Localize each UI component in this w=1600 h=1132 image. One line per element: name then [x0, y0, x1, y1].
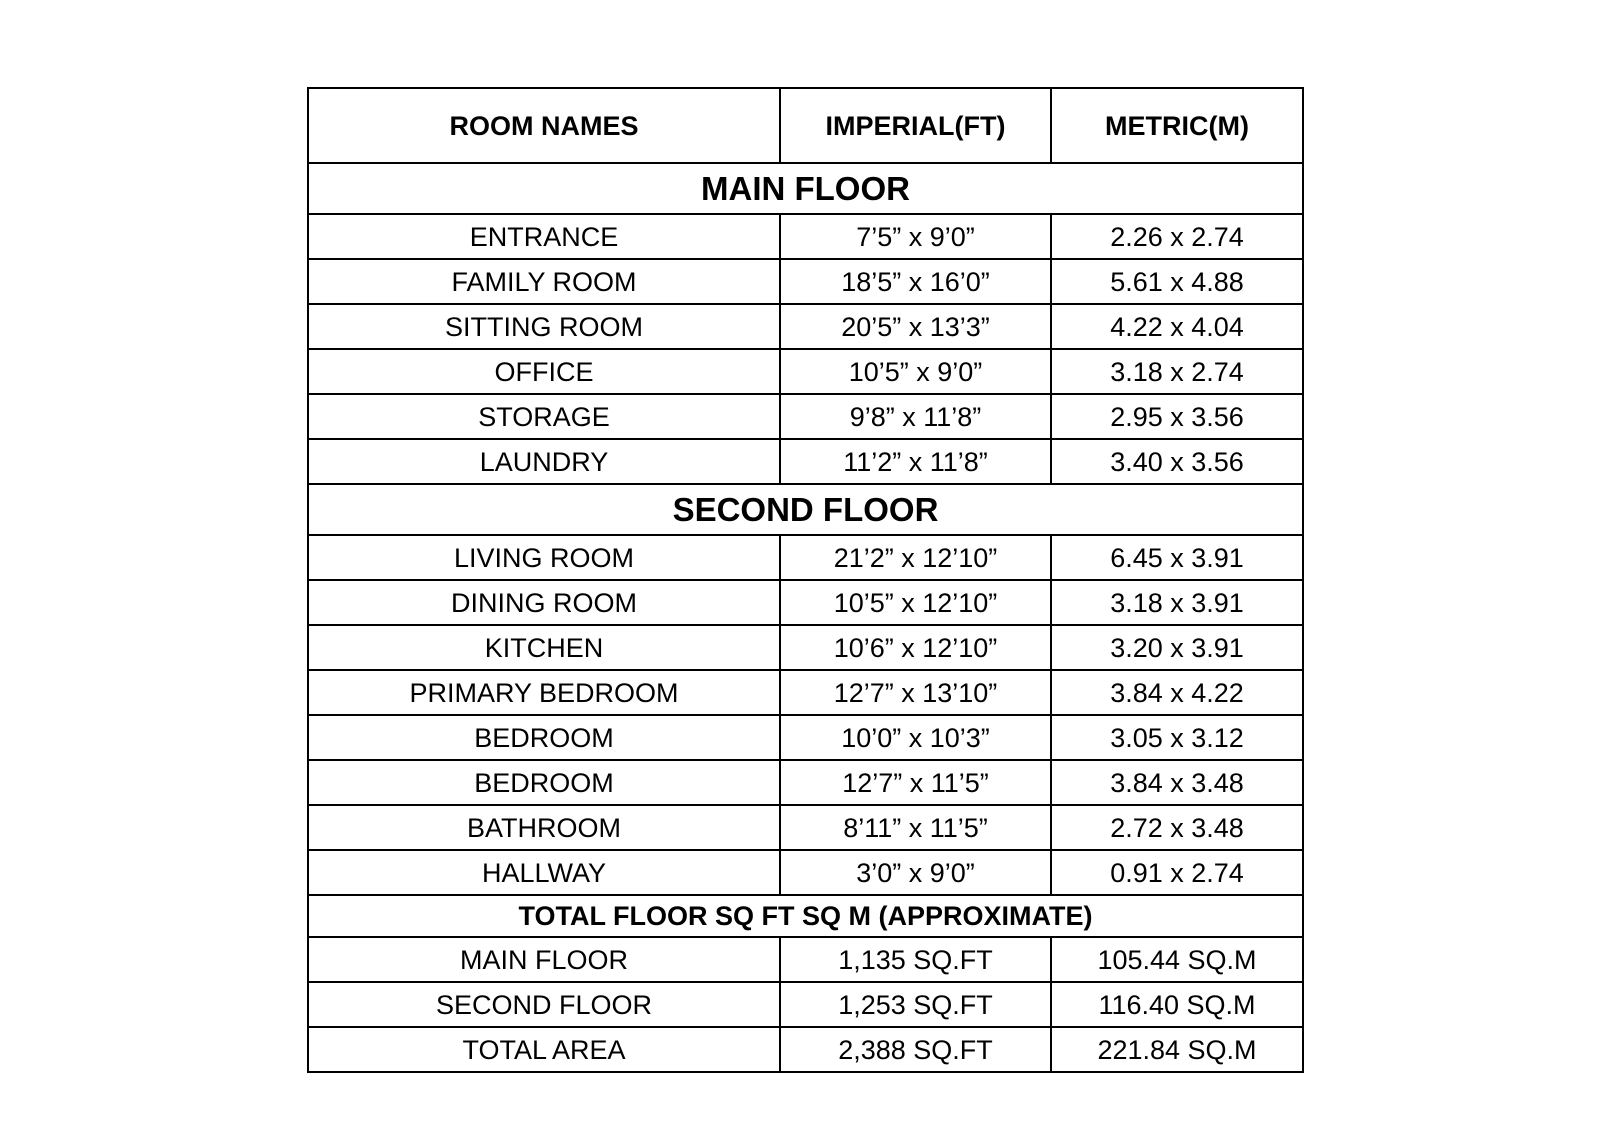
table-row — [308, 394, 1303, 439]
room-name: BATHROOM — [308, 805, 780, 850]
table-row — [308, 715, 1303, 760]
metric-size: 6.45 x 3.91 — [1051, 535, 1303, 580]
metric-size: 5.61 x 4.88 — [1051, 259, 1303, 304]
room-name: BEDROOM — [308, 715, 780, 760]
room-name: PRIMARY BEDROOM — [308, 670, 780, 715]
metric-size: 0.91 x 2.74 — [1051, 850, 1303, 895]
table-row — [308, 805, 1303, 850]
metric-size: 4.22 x 4.04 — [1051, 304, 1303, 349]
table-row — [308, 1027, 1303, 1072]
section-title: SECOND FLOOR — [308, 484, 1303, 535]
table-row — [308, 850, 1303, 895]
floor-name: SECOND FLOOR — [308, 982, 780, 1027]
table-row — [308, 760, 1303, 805]
metric-size: 3.84 x 4.22 — [1051, 670, 1303, 715]
room-name: ENTRANCE — [308, 214, 780, 259]
imperial-area: 1,135 SQ.FT — [780, 937, 1051, 982]
section-main-floor — [308, 163, 1303, 214]
table-row — [308, 259, 1303, 304]
imperial-size: 12’7” x 11’5” — [780, 760, 1051, 805]
room-name: SITTING ROOM — [308, 304, 780, 349]
table-row — [308, 937, 1303, 982]
imperial-area: 1,253 SQ.FT — [780, 982, 1051, 1027]
table-row — [308, 625, 1303, 670]
totals-title: TOTAL FLOOR SQ FT SQ M (APPROXIMATE) — [308, 895, 1303, 937]
table-row — [308, 349, 1303, 394]
metric-size: 2.26 x 2.74 — [1051, 214, 1303, 259]
metric-area: 116.40 SQ.M — [1051, 982, 1303, 1027]
room-dimensions-table — [307, 87, 1304, 1073]
imperial-size: 18’5” x 16’0” — [780, 259, 1051, 304]
room-name: FAMILY ROOM — [308, 259, 780, 304]
metric-size: 3.20 x 3.91 — [1051, 625, 1303, 670]
imperial-size: 7’5” x 9’0” — [780, 214, 1051, 259]
imperial-size: 10’0” x 10’3” — [780, 715, 1051, 760]
table-row — [308, 982, 1303, 1027]
metric-size: 2.95 x 3.56 — [1051, 394, 1303, 439]
table-row — [308, 535, 1303, 580]
imperial-size: 10’5” x 9’0” — [780, 349, 1051, 394]
table-row — [308, 304, 1303, 349]
imperial-size: 8’11” x 11’5” — [780, 805, 1051, 850]
room-name: KITCHEN — [308, 625, 780, 670]
section-totals — [308, 895, 1303, 937]
metric-area: 105.44 SQ.M — [1051, 937, 1303, 982]
room-name: DINING ROOM — [308, 580, 780, 625]
imperial-size: 12’7” x 13’10” — [780, 670, 1051, 715]
header-metric: METRIC(M) — [1051, 88, 1303, 163]
floor-name: TOTAL AREA — [308, 1027, 780, 1072]
imperial-size: 3’0” x 9’0” — [780, 850, 1051, 895]
imperial-size: 20’5” x 13’3” — [780, 304, 1051, 349]
header-room-names: ROOM NAMES — [308, 88, 780, 163]
header-imperial: IMPERIAL(FT) — [780, 88, 1051, 163]
table-row — [308, 439, 1303, 484]
metric-area: 221.84 SQ.M — [1051, 1027, 1303, 1072]
room-name: STORAGE — [308, 394, 780, 439]
imperial-area: 2,388 SQ.FT — [780, 1027, 1051, 1072]
room-name: OFFICE — [308, 349, 780, 394]
metric-size: 3.18 x 2.74 — [1051, 349, 1303, 394]
table-header-row — [308, 88, 1303, 163]
metric-size: 3.05 x 3.12 — [1051, 715, 1303, 760]
section-second-floor — [308, 484, 1303, 535]
metric-size: 3.18 x 3.91 — [1051, 580, 1303, 625]
room-name: BEDROOM — [308, 760, 780, 805]
metric-size: 2.72 x 3.48 — [1051, 805, 1303, 850]
imperial-size: 9’8” x 11’8” — [780, 394, 1051, 439]
imperial-size: 21’2” x 12’10” — [780, 535, 1051, 580]
room-name: LIVING ROOM — [308, 535, 780, 580]
table-row — [308, 214, 1303, 259]
table-row — [308, 580, 1303, 625]
room-name: HALLWAY — [308, 850, 780, 895]
imperial-size: 10’5” x 12’10” — [780, 580, 1051, 625]
table-row — [308, 670, 1303, 715]
floor-name: MAIN FLOOR — [308, 937, 780, 982]
room-name: LAUNDRY — [308, 439, 780, 484]
metric-size: 3.84 x 3.48 — [1051, 760, 1303, 805]
metric-size: 3.40 x 3.56 — [1051, 439, 1303, 484]
section-title: MAIN FLOOR — [308, 163, 1303, 214]
imperial-size: 11’2” x 11’8” — [780, 439, 1051, 484]
imperial-size: 10’6” x 12’10” — [780, 625, 1051, 670]
